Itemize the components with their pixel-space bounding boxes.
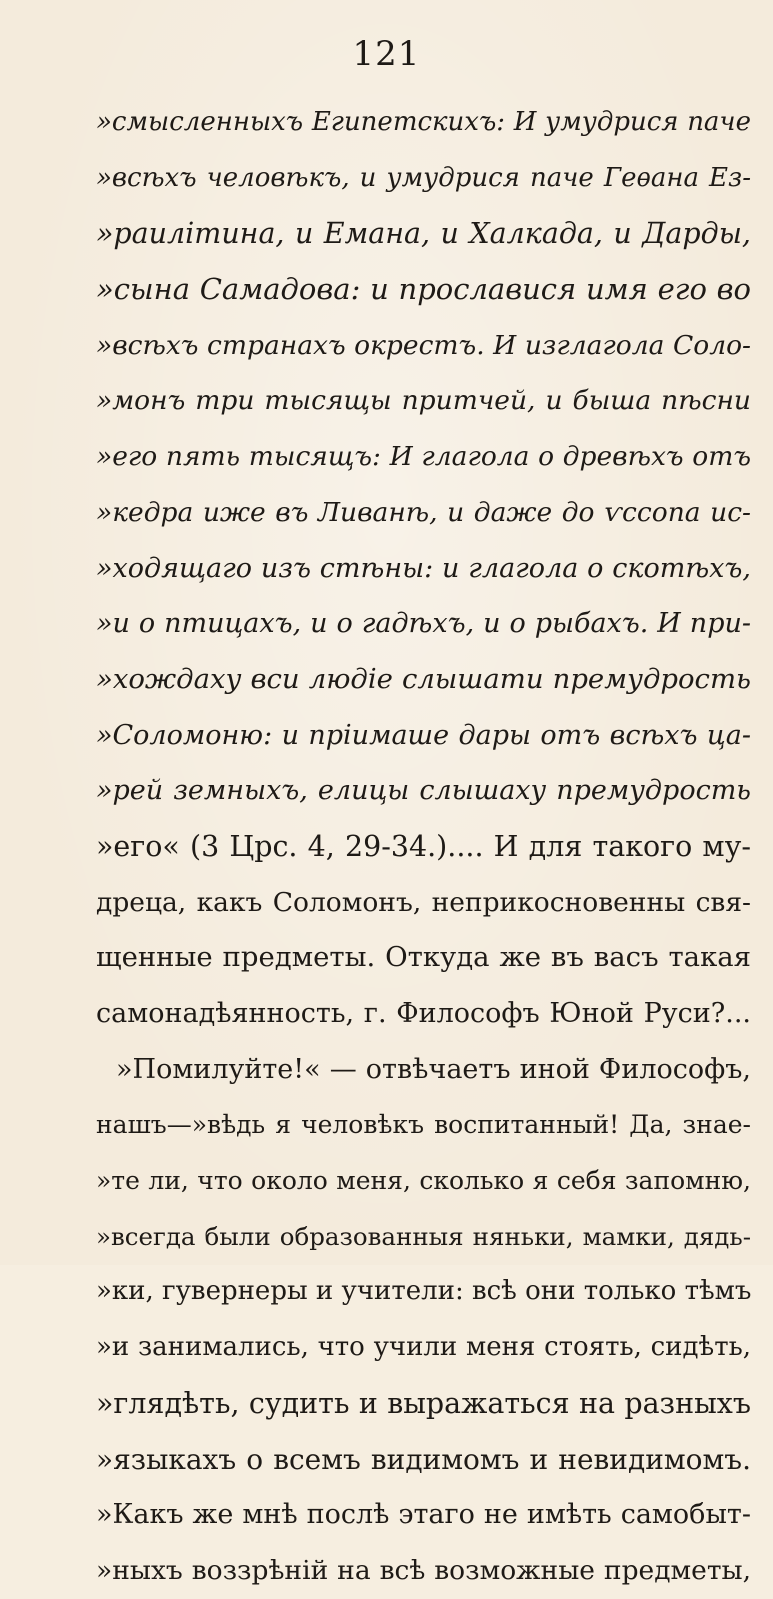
- text-line: »хождаху вси людіе слышати премудрость: [96, 662, 751, 695]
- text-line: »и о птицахъ, и о гадѣхъ, и о рыбахъ. И при-: [96, 608, 751, 640]
- text-line: »всѣхъ человѣкъ, и умудрися паче Геѳана Ез-: [96, 162, 751, 193]
- text-line: самонадѣянность, г. Философъ Юной Руси?...: [96, 998, 751, 1029]
- text-line: »ки, гувернеры и учители: всѣ они только тѣмъ: [96, 1276, 751, 1307]
- text-line: »кедра иже въ Ливанѣ, и даже до ѵссопа ис-: [96, 496, 751, 528]
- text-line: »смысленныхъ Египетскихъ: И умудрися паче: [96, 107, 751, 137]
- text-line: »те ли, что около меня, сколько я себя запомню,: [96, 1166, 751, 1196]
- text-line: »сына Самадова: и прославися имя его во: [96, 272, 751, 307]
- page-number: 121: [352, 34, 421, 74]
- text-line: »ныхъ воззрѣній на всѣ возможные предметы,: [96, 1554, 751, 1586]
- text-line: »ходящаго изъ стѣны: и глагола о скотѣхъ,: [96, 552, 751, 584]
- text-line: »глядѣть, судить и выражаться на разныхъ: [96, 1386, 751, 1420]
- text-line: »Какъ же мнѣ послѣ этаго не имѣть самобыт-: [96, 1499, 751, 1531]
- text-line: »всегда были образованныя няньки, мамки, дядь-: [96, 1221, 751, 1251]
- text-line: »раилітина, и Емана, и Халкада, и Дарды,: [96, 217, 751, 251]
- text-line: »его« (3 Црс. 4, 29-34.).... И для такого му-: [96, 829, 751, 863]
- text-line: щенные предметы. Откуда же въ васъ такая: [96, 941, 751, 974]
- text-line: »и занимались, что учили меня стоять, сидѣть,: [96, 1332, 751, 1363]
- text-line: »Соломоню: и пріимаше дары отъ всѣхъ ца-: [96, 719, 751, 751]
- text-line: дреца, какъ Соломонъ, неприкосновенны свя-: [96, 886, 751, 918]
- text-line: »всѣхъ странахъ окрестъ. И изглагола Соло-: [96, 329, 751, 361]
- text-line: »языкахъ о всемъ видимомъ и невидимомъ.: [96, 1442, 751, 1476]
- text-line: »Помилуйте!« — отвѣчаетъ иной Философъ,: [116, 1053, 751, 1085]
- text-line: »монъ три тысящы притчей, и быша пѣсни: [96, 385, 751, 417]
- text-line: »рей земныхъ, елицы слышаху премудрость: [96, 775, 751, 807]
- body-text: [96, 95, 751, 1599]
- text-line: нашъ—»вѣдь я человѣкъ воспитанный! Да, знае-: [96, 1110, 751, 1140]
- text-line: »его пять тысящъ: И глагола о древѣхъ отъ: [96, 441, 751, 473]
